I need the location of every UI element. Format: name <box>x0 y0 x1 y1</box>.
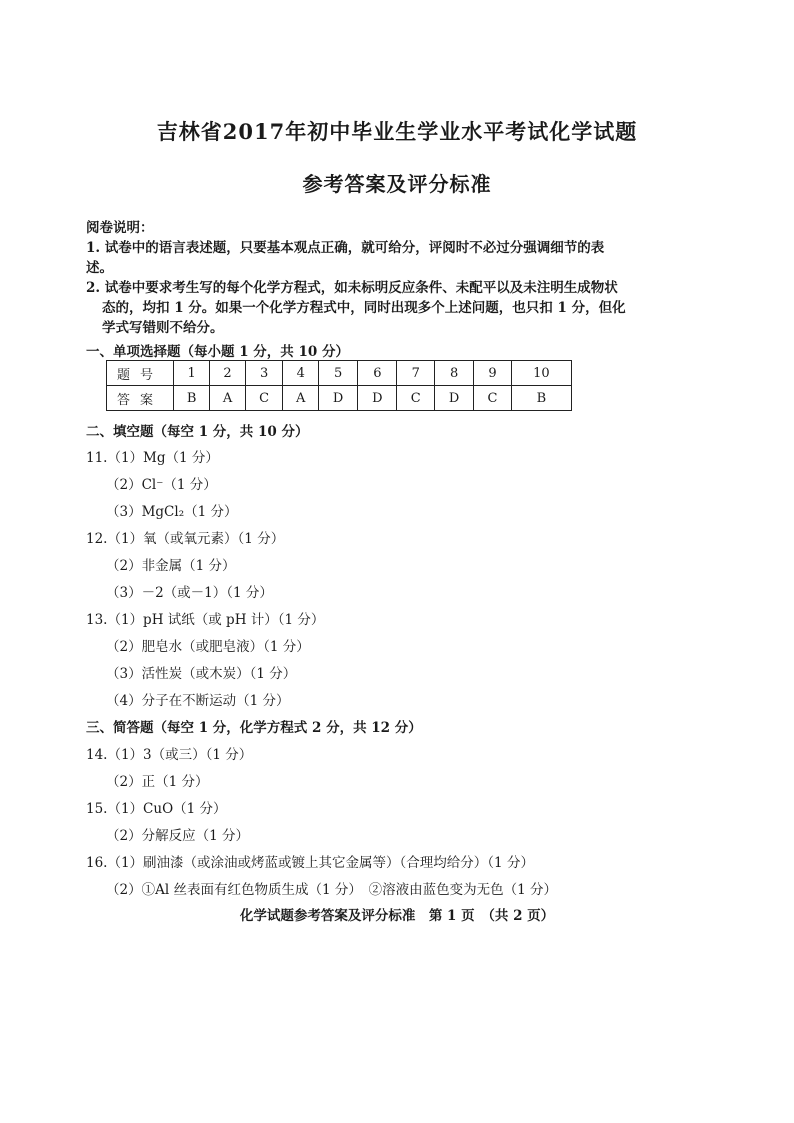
section-1-heading: 一、单项选择题（每小题 1 分，共 10 分） <box>86 344 349 360</box>
notes-item-1: 1. 试卷中的语言表述题，只要基本观点正确，就可给分，评阅时不必过分强调细节的表述。 <box>86 240 605 276</box>
answer-line: （3）－2（或－1）（1 分） <box>106 585 273 601</box>
table-cell: 1 <box>174 361 210 386</box>
answer-line: （2）非金属（1 分） <box>106 558 236 574</box>
table-cell: C <box>474 386 512 411</box>
table-cell: 5 <box>319 361 358 386</box>
table-cell: D <box>435 386 474 411</box>
table-row-numbers <box>107 361 572 386</box>
row-label-answer: 答案 <box>107 386 174 411</box>
table-cell: 7 <box>397 361 435 386</box>
section-3-heading: 三、简答题（每空 1 分，化学方程式 2 分，共 12 分） <box>86 720 422 736</box>
table-cell: C <box>397 386 435 411</box>
table-cell: A <box>283 386 319 411</box>
answer-table <box>106 360 572 411</box>
marking-notes <box>86 218 626 338</box>
notes-heading: 阅卷说明： <box>86 220 154 236</box>
table-cell: B <box>511 386 571 411</box>
answer-line: 16.（1）刷油漆（或涂油或烤蓝或镀上其它金属等）（合理均给分）（1 分） <box>86 855 534 871</box>
table-cell: 2 <box>210 361 246 386</box>
table-cell: A <box>210 386 246 411</box>
answer-line: 11.（1）Mg（1 分） <box>86 450 219 466</box>
answer-line: 13.（1）pH 试纸（或 pH 计）（1 分） <box>86 612 325 628</box>
answer-line: 14.（1）3（或三）（1 分） <box>86 747 253 763</box>
page-footer: 化学试题参考答案及评分标准 第 1 页 （共 2 页） <box>239 908 555 924</box>
answer-line: 12.（1）氧（或氧元素）（1 分） <box>86 531 285 547</box>
answer-line: （2）Cl⁻（1 分） <box>106 477 217 493</box>
table-cell: 6 <box>358 361 397 386</box>
table-cell: 9 <box>474 361 512 386</box>
table-cell: C <box>245 386 283 411</box>
answer-line: （4）分子在不断运动（1 分） <box>106 693 290 709</box>
row-label-number: 题号 <box>107 361 174 386</box>
notes-item-2: 2. 试卷中要求考生写的每个化学方程式，如未标明反应条件、未配平以及未注明生成物状态的，均扣 1 分。如果一个化学方程式中，同时出现多个上述问题，也只扣 1 分，但化学式写错则不给分。 <box>86 280 626 336</box>
table-cell: B <box>174 386 210 411</box>
section-2-heading: 二、填空题（每空 1 分，共 10 分） <box>86 424 309 440</box>
answer-line: （2）①Al 丝表面有红色物质生成（1 分） ②溶液由蓝色变为无色（1 分） <box>106 882 557 898</box>
document-subtitle: 参考答案及评分标准 <box>302 172 492 196</box>
answer-line: （3）活性炭（或木炭）（1 分） <box>106 666 297 682</box>
answer-line: （2）分解反应（1 分） <box>106 828 249 844</box>
table-cell: 3 <box>245 361 283 386</box>
table-cell: 10 <box>511 361 571 386</box>
table-cell: D <box>319 386 358 411</box>
answer-line: （2）肥皂水（或肥皂液）（1 分） <box>106 639 310 655</box>
table-cell: D <box>358 386 397 411</box>
answer-line: （2）正（1 分） <box>106 774 209 790</box>
answer-line: （3）MgCl₂（1 分） <box>106 504 238 520</box>
table-cell: 8 <box>435 361 474 386</box>
answer-line: 15.（1）CuO（1 分） <box>86 801 227 817</box>
document-title: 吉林省2017年初中毕业生学业水平考试化学试题 <box>156 119 638 144</box>
table-cell: 4 <box>283 361 319 386</box>
table-row-answers <box>107 386 572 411</box>
